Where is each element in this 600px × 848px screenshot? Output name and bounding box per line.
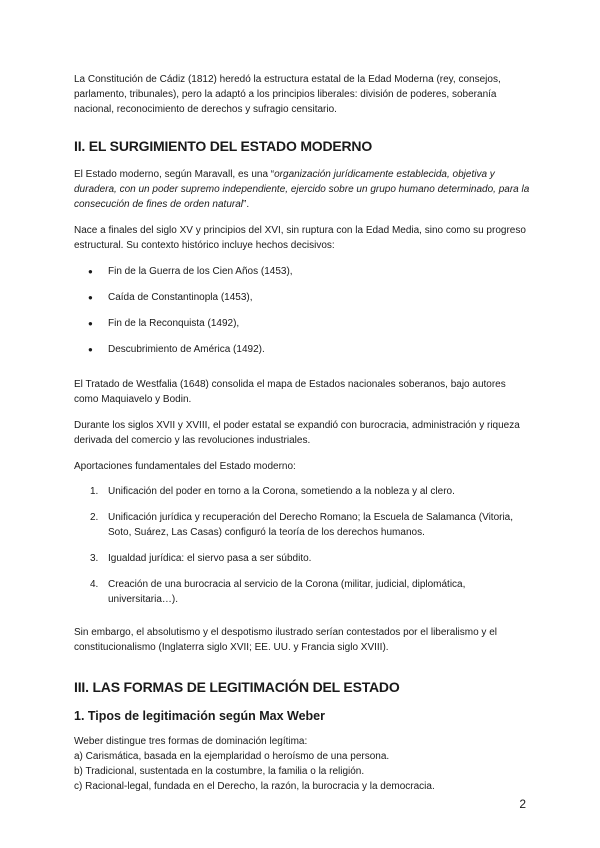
section-heading-legitimacion: III. LAS FORMAS DE LEGITIMACIÓN DEL ESTADO — [74, 679, 400, 695]
list-item: c) Racional-legal, fundada en el Derecho, la razón, la burocracia y la democracia. — [74, 781, 435, 792]
list-item: ● Fin de la Guerra de los Cien Años (1453), — [74, 264, 530, 279]
document-page — [74, 72, 530, 794]
context-paragraph: Nace a finales del siglo XV y principios del XVI, sin ruptura con la Edad Media, sino como su progreso estructural. Su contexto histórico incluye hechos decisivos: — [74, 225, 526, 251]
list-item — [74, 551, 530, 566]
list-text: Creación de una burocracia al servicio de la Corona (militar, judicial, diplomática, universitaria…). — [108, 579, 466, 605]
definition-prefix: El Estado moderno, según Maravall, es una “ — [74, 169, 275, 180]
subsection-heading-weber: 1. Tipos de legitimación según Max Weber — [74, 709, 325, 723]
weber-intro: Weber distingue tres formas de dominación legítima: — [74, 736, 308, 747]
westfalia-paragraph: El Tratado de Westfalia (1648) consolida el mapa de Estados nacionales soberanos, bajo autores como Maquiavelo y Bodin. — [74, 379, 506, 405]
definition-quote: organización jurídicamente establecida, objetiva y duradera, con un poder supremo independiente, ejercido sobre un grupo humano determinado, para la consecución de fines de orden natural — [74, 169, 530, 210]
list-item: ● Fin de la Reconquista (1492), — [74, 316, 530, 331]
weber-types — [74, 734, 530, 794]
page-number: 2 — [519, 797, 526, 811]
list-item: ● Caída de Constantinopla (1453), — [74, 290, 530, 305]
list-number: 2. — [90, 512, 99, 523]
list-item: a) Carismática, basada en la ejemplaridad o heroísmo de una persona. — [74, 751, 390, 762]
expansion-paragraph: Durante los siglos XVII y XVIII, el poder estatal se expandió con burocracia, administración y riqueza derivada del comercio y las revoluciones industriales. — [74, 420, 520, 446]
section-heading-estado-moderno: II. EL SURGIMIENTO DEL ESTADO MODERNO — [74, 138, 373, 154]
contributions-intro: Aportaciones fundamentales del Estado moderno: — [74, 461, 296, 472]
list-item — [74, 484, 530, 499]
list-item — [74, 577, 530, 607]
list-number: 3. — [90, 553, 99, 564]
intro-paragraph: La Constitución de Cádiz (1812) heredó la estructura estatal de la Edad Moderna (rey, consejos, parlamento, tribunales), pero la adaptó a los principios liberales: división de poderes, soberanía nacional, reconocimiento de derechos y sufragio censitario. — [74, 74, 501, 115]
list-item: b) Tradicional, sustentada en la costumbre, la familia o la religión. — [74, 766, 365, 777]
list-text: Unificación del poder en torno a la Corona, sometiendo a la nobleza y al clero. — [108, 486, 455, 497]
definition-paragraph — [74, 167, 530, 212]
list-text: Unificación jurídica y recuperación del Derecho Romano; la Escuela de Salamanca (Vitoria, Soto, Suárez, Las Casas) configuró la teoría de los derechos humanos. — [108, 512, 514, 538]
events-list — [74, 264, 530, 357]
list-number: 4. — [90, 579, 99, 590]
list-item — [74, 510, 530, 540]
list-text: Igualdad jurídica: el siervo pasa a ser súbdito. — [108, 553, 312, 564]
closing-paragraph: Sin embargo, el absolutismo y el despotismo ilustrado serían contestados por el liberalismo y el constitucionalismo (Inglaterra siglo XVII; EE. UU. y Francia siglo XVIII). — [74, 627, 497, 653]
list-number: 1. — [90, 486, 99, 497]
contributions-list — [74, 484, 530, 607]
list-item: ● Descubrimiento de América (1492). — [74, 342, 530, 357]
definition-suffix: ”. — [243, 199, 250, 210]
